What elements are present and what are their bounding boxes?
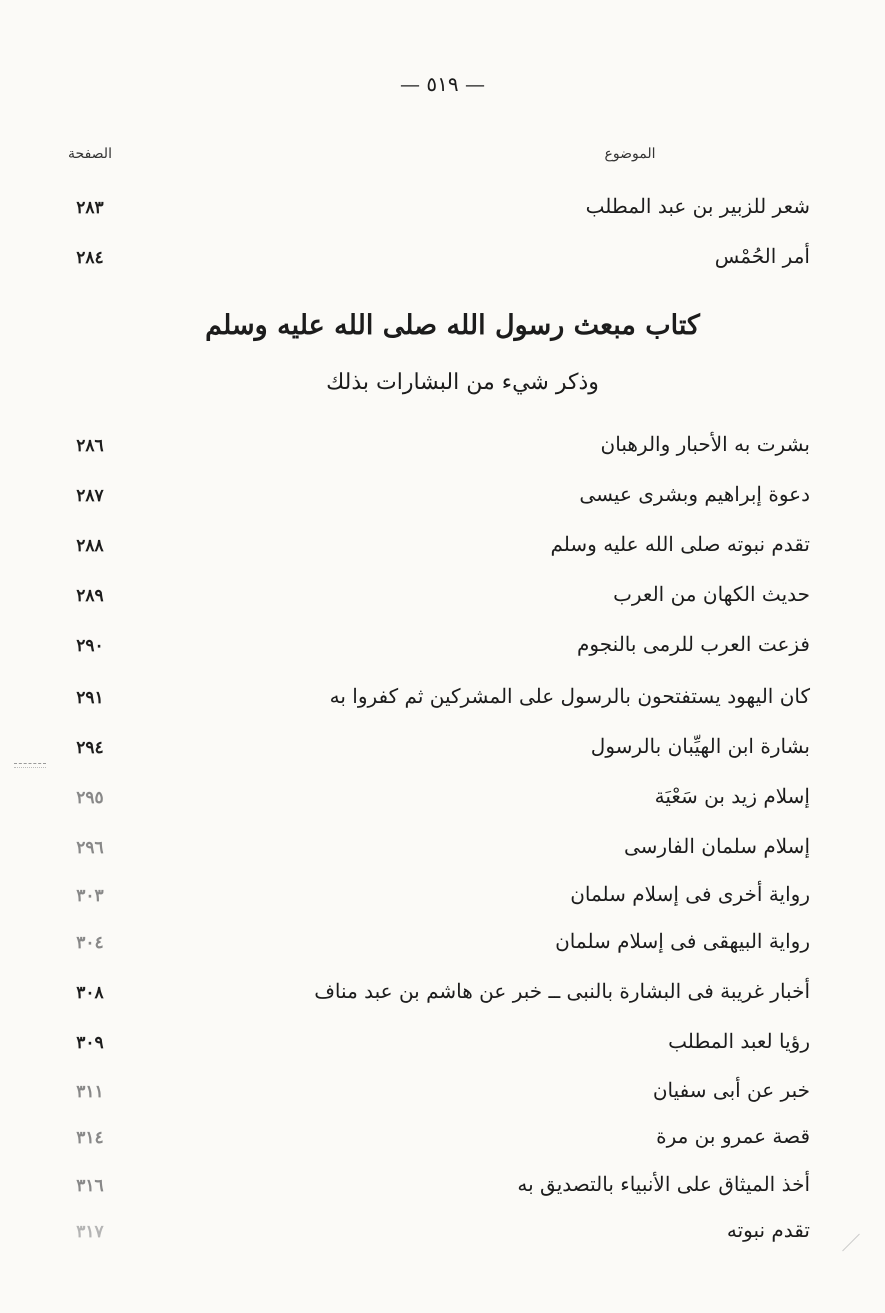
entry-title: شعر للزبير بن عبد المطلب xyxy=(585,194,810,218)
entry-page: ٣٠٩ xyxy=(76,1033,104,1053)
index-entry xyxy=(0,1074,885,1114)
entry-page: ٣٠٨ xyxy=(76,983,104,1003)
entry-title: تقدم نبوته صلى الله عليه وسلم xyxy=(550,532,810,556)
entry-page: ٢٨٨ xyxy=(76,536,104,556)
index-entry xyxy=(0,925,885,965)
entry-title: أخذ الميثاق على الأنبياء بالتصديق به xyxy=(517,1172,810,1196)
page-number: — ٥١٩ — xyxy=(400,72,485,96)
index-entry xyxy=(0,1025,885,1065)
entry-page: ٢٩٠ xyxy=(76,636,104,656)
entry-page: ٣١٧ xyxy=(76,1222,104,1242)
entry-title: رواية أخرى فى إسلام سلمان xyxy=(570,882,810,906)
entry-title: بشارة ابن الهيِّبان بالرسول xyxy=(590,734,810,758)
entry-page: ٢٩٦ xyxy=(76,838,104,858)
index-entry xyxy=(0,780,885,820)
index-entry xyxy=(0,240,885,280)
page-column-header: الصفحة xyxy=(68,146,112,162)
entry-title: رؤيا لعبد المطلب xyxy=(668,1029,810,1053)
entry-page: ٢٨٧ xyxy=(76,486,104,506)
entry-page: ٢٩١ xyxy=(76,688,104,708)
index-entry xyxy=(0,628,885,668)
index-entry xyxy=(0,1168,885,1208)
entry-page: ٢٨٤ xyxy=(76,248,104,268)
entry-page: ٢٨٩ xyxy=(76,586,104,606)
index-entry xyxy=(0,975,885,1015)
index-entry xyxy=(0,428,885,468)
margin-mark xyxy=(14,763,46,768)
entry-title: قصة عمرو بن مرة xyxy=(656,1124,810,1148)
index-entry xyxy=(0,528,885,568)
entry-page: ٢٨٦ xyxy=(76,436,104,456)
topic-column-header: الموضوع xyxy=(604,146,656,162)
section-subheading: وذكر شيء من البشارات بذلك xyxy=(326,370,599,395)
index-entry xyxy=(0,830,885,870)
entry-page: ٢٩٥ xyxy=(76,788,104,808)
entry-title: خبر عن أبى سفيان xyxy=(652,1078,810,1102)
entry-page: ٣٠٤ xyxy=(76,933,104,953)
entry-page: ٣٠٣ xyxy=(76,886,104,906)
entry-title: أخبار غريبة فى البشارة بالنبى ــ خبر عن هاشم بن عبد مناف xyxy=(314,979,810,1003)
entry-title: أمر الحُمْس xyxy=(714,244,810,268)
entry-title: فزعت العرب للرمى بالنجوم xyxy=(577,632,810,656)
entry-title: دعوة إبراهيم وبشرى عيسى xyxy=(579,482,810,506)
index-entry xyxy=(0,878,885,918)
index-entry xyxy=(0,190,885,230)
entry-title: تقدم نبوته xyxy=(726,1218,810,1242)
entry-title: كان اليهود يستفتحون بالرسول على المشركين ثم كفروا به xyxy=(329,684,810,708)
entry-page: ٣١٦ xyxy=(76,1176,104,1196)
index-entry xyxy=(0,730,885,770)
index-entry xyxy=(0,578,885,618)
index-entry xyxy=(0,1214,885,1254)
entry-page: ٢٩٤ xyxy=(76,738,104,758)
entry-page: ٣١١ xyxy=(76,1082,104,1102)
index-entry xyxy=(0,680,885,720)
index-entry xyxy=(0,1120,885,1160)
index-entry xyxy=(0,478,885,518)
entry-title: إسلام زيد بن سَعْيَة xyxy=(654,784,810,808)
entry-title: رواية البيهقى فى إسلام سلمان xyxy=(555,929,810,953)
entry-title: بشرت به الأحبار والرهبان xyxy=(600,432,810,456)
section-heading: كتاب مبعث رسول الله صلى الله عليه وسلم xyxy=(205,310,700,341)
entry-page: ٣١٤ xyxy=(76,1128,104,1148)
entry-page: ٢٨٣ xyxy=(76,198,104,218)
entry-title: إسلام سلمان الفارسى xyxy=(623,834,810,858)
entry-title: حديث الكهان من العرب xyxy=(613,582,810,606)
